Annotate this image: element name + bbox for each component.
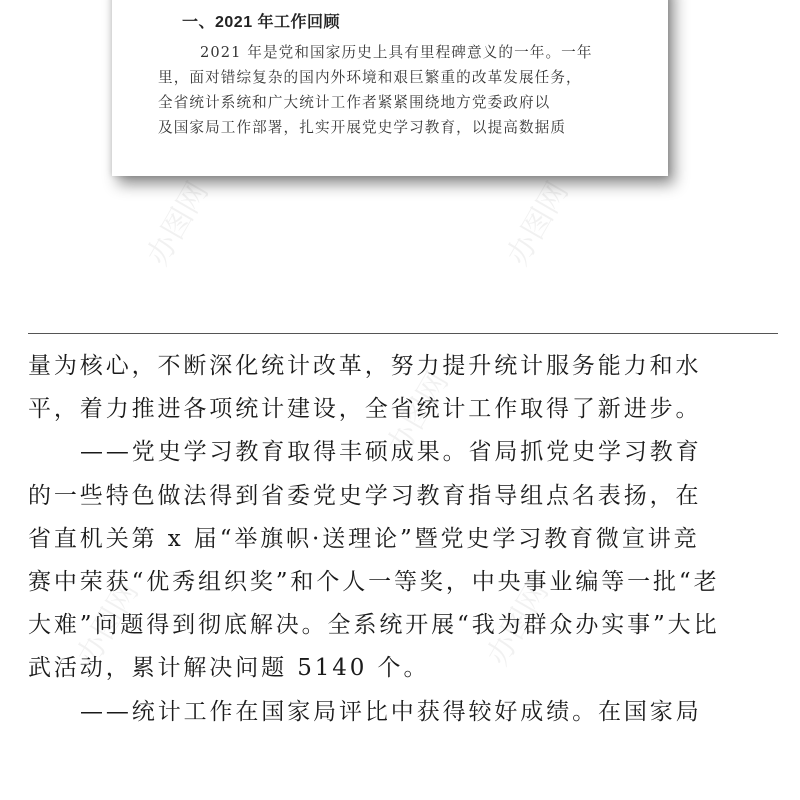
- watermark: 办图网: [140, 176, 216, 272]
- body-line: 平，着力推进各项统计建设，全省统计工作取得了新进步。: [28, 396, 702, 423]
- watermark: 办图网: [480, 576, 556, 672]
- main-paragraphs: [28, 345, 780, 734]
- watermark: 办图网: [70, 576, 146, 672]
- watermark: 办图网: [380, 366, 456, 462]
- body-line: 省直机关第 x 届“举旗帜·送理论”暨党史学习教育微宣讲竞: [28, 525, 700, 552]
- body-line: 武活动，累计解决问题 5140 个。: [28, 655, 430, 682]
- preview-line: 里，面对错综复杂的国内外环境和艰巨繁重的改革发展任务，: [158, 69, 582, 86]
- body-line: 大难”问题得到彻底解决。全系统开展“我为群众办实事”大比: [28, 612, 720, 639]
- document-preview-card: [112, 0, 668, 176]
- body-line: ——统计工作在国家局评比中获得较好成绩。在国家局: [80, 698, 702, 725]
- body-line: ——党史学习教育取得丰硕成果。省局抓党史学习教育: [80, 439, 702, 466]
- page-divider: [28, 333, 778, 334]
- preview-line: 及国家局工作部署，扎实开展党史学习教育，以提高数据质: [158, 119, 567, 136]
- watermark: 办图网: [500, 176, 576, 272]
- preview-line: 全省统计系统和广大统计工作者紧紧围绕地方党委政府以: [158, 94, 551, 111]
- section-heading: 一、2021 年工作回顾: [182, 14, 341, 31]
- body-line: 量为核心，不断深化统计改革，努力提升统计服务能力和水: [28, 353, 702, 379]
- preview-line: 2021 年是党和国家历史上具有里程碑意义的一年。一年: [200, 44, 593, 61]
- preview-paragraph: [158, 40, 638, 140]
- body-line: 赛中荣获“优秀组织奖”和个人一等奖，中央事业编等一批“老: [28, 569, 720, 596]
- body-line: 的一些特色做法得到省委党史学习教育指导组点名表扬，在: [28, 482, 702, 509]
